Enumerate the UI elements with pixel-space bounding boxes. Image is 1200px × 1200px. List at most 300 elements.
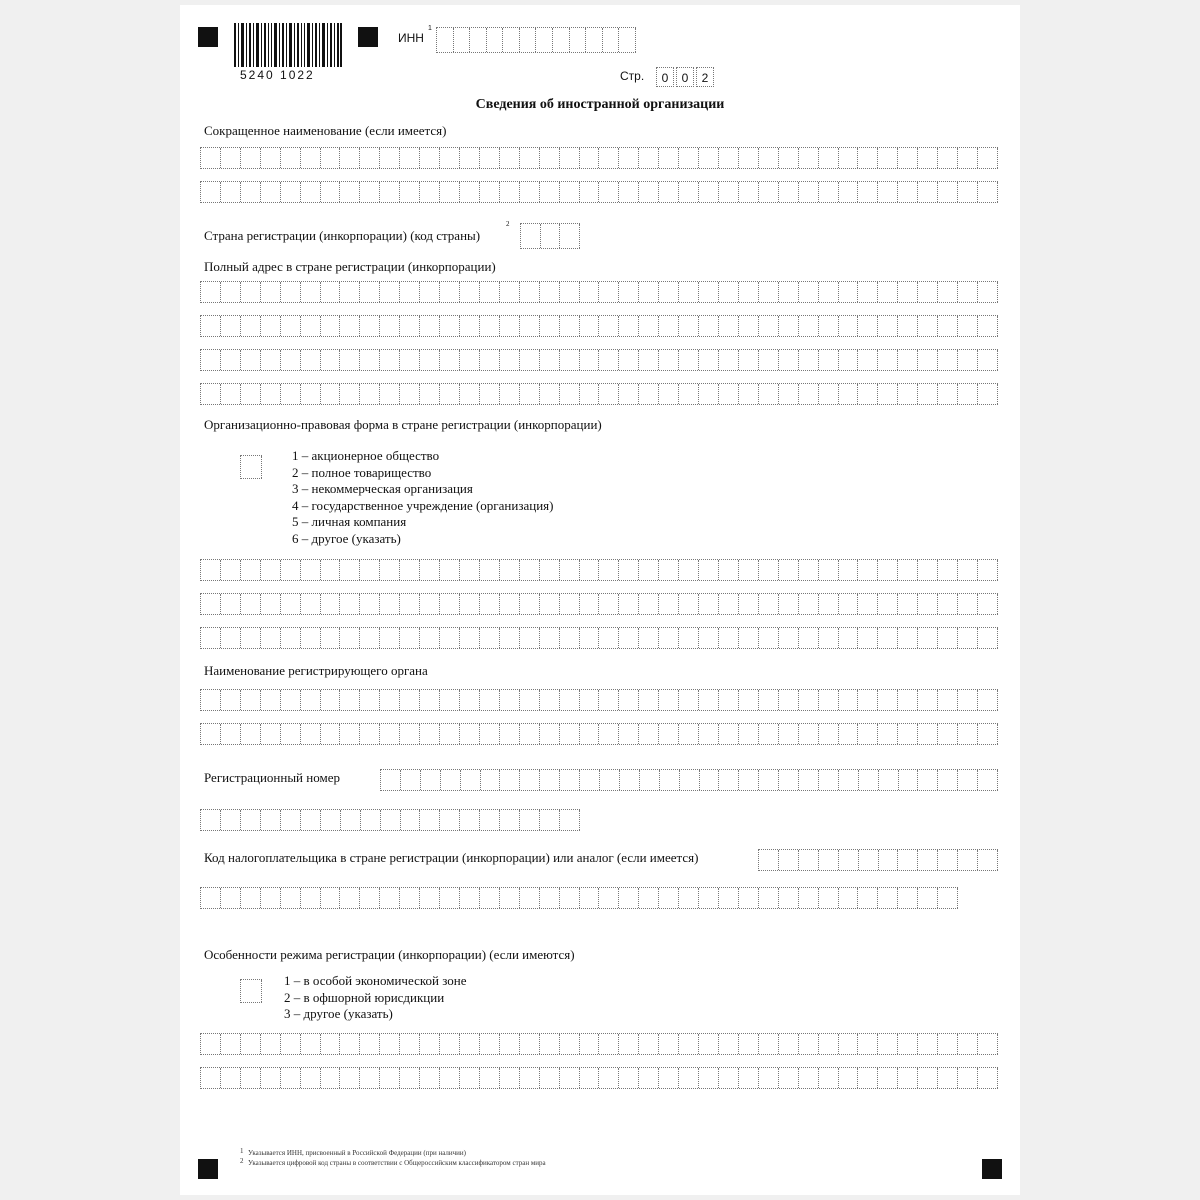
char-cell[interactable] <box>918 148 938 168</box>
char-cell[interactable] <box>301 182 321 202</box>
char-cell[interactable] <box>898 690 918 710</box>
char-cell[interactable] <box>679 724 699 744</box>
reg-number-input-row-2[interactable] <box>200 809 580 831</box>
char-cell[interactable] <box>340 1034 360 1054</box>
char-cell[interactable] <box>460 350 480 370</box>
char-cell[interactable] <box>799 850 819 870</box>
char-cell[interactable] <box>221 724 241 744</box>
char-cell[interactable] <box>898 282 918 302</box>
char-cell[interactable] <box>918 282 938 302</box>
char-cell[interactable] <box>241 690 261 710</box>
char-cell[interactable] <box>599 350 619 370</box>
char-cell[interactable] <box>460 690 480 710</box>
char-cell[interactable] <box>839 384 859 404</box>
char-cell[interactable] <box>500 690 520 710</box>
char-cell[interactable] <box>201 282 221 302</box>
char-cell[interactable] <box>799 690 819 710</box>
char-cell[interactable] <box>380 594 400 614</box>
char-cell[interactable] <box>580 182 600 202</box>
char-cell[interactable] <box>221 350 241 370</box>
char-cell[interactable] <box>460 282 480 302</box>
char-cell[interactable] <box>301 384 321 404</box>
char-cell[interactable] <box>679 594 699 614</box>
char-cell[interactable] <box>839 888 859 908</box>
char-cell[interactable] <box>879 850 899 870</box>
char-cell[interactable] <box>460 724 480 744</box>
char-cell[interactable] <box>639 148 659 168</box>
char-cell[interactable] <box>779 182 799 202</box>
char-cell[interactable] <box>978 724 998 744</box>
char-cell[interactable] <box>619 594 639 614</box>
char-cell[interactable] <box>540 182 560 202</box>
char-cell[interactable] <box>898 1034 918 1054</box>
char-cell[interactable] <box>819 690 839 710</box>
char-cell[interactable] <box>340 724 360 744</box>
char-cell[interactable] <box>201 1068 221 1088</box>
char-cell[interactable] <box>759 282 779 302</box>
char-cell[interactable] <box>858 1034 878 1054</box>
char-cell[interactable] <box>480 810 500 830</box>
char-cell[interactable] <box>340 560 360 580</box>
char-cell[interactable] <box>420 148 440 168</box>
char-cell[interactable] <box>301 282 321 302</box>
char-cell[interactable] <box>321 594 341 614</box>
char-cell[interactable] <box>570 28 587 52</box>
char-cell[interactable] <box>739 1034 759 1054</box>
char-cell[interactable] <box>779 690 799 710</box>
char-cell[interactable] <box>221 560 241 580</box>
char-cell[interactable] <box>580 350 600 370</box>
char-cell[interactable] <box>699 628 719 648</box>
char-cell[interactable] <box>739 384 759 404</box>
char-cell[interactable] <box>799 350 819 370</box>
char-cell[interactable] <box>520 1034 540 1054</box>
char-cell[interactable] <box>699 350 719 370</box>
char-cell[interactable] <box>540 1068 560 1088</box>
char-cell[interactable] <box>400 724 420 744</box>
char-cell[interactable] <box>679 560 699 580</box>
char-cell[interactable] <box>360 384 380 404</box>
regime-code-input[interactable] <box>240 979 262 1003</box>
char-cell[interactable] <box>480 690 500 710</box>
country-code-input[interactable] <box>520 223 580 249</box>
char-cell[interactable] <box>221 1068 241 1088</box>
char-cell[interactable] <box>500 1034 520 1054</box>
char-cell[interactable] <box>380 350 400 370</box>
char-cell[interactable] <box>580 724 600 744</box>
char-cell[interactable] <box>360 724 380 744</box>
char-cell[interactable] <box>380 888 400 908</box>
char-cell[interactable] <box>580 560 600 580</box>
char-cell[interactable] <box>918 560 938 580</box>
char-cell[interactable] <box>560 224 580 248</box>
char-cell[interactable] <box>440 282 460 302</box>
char-cell[interactable] <box>460 628 480 648</box>
char-cell[interactable] <box>241 456 262 478</box>
char-cell[interactable] <box>878 594 898 614</box>
char-cell[interactable] <box>799 1068 819 1088</box>
char-cell[interactable] <box>639 384 659 404</box>
char-cell[interactable] <box>460 1034 480 1054</box>
char-cell[interactable] <box>221 810 241 830</box>
char-cell[interactable] <box>460 1068 480 1088</box>
char-cell[interactable] <box>440 690 460 710</box>
char-cell[interactable] <box>898 384 918 404</box>
char-cell[interactable] <box>500 282 520 302</box>
char-cell[interactable] <box>619 148 639 168</box>
char-cell[interactable] <box>878 560 898 580</box>
char-cell[interactable] <box>739 594 759 614</box>
char-cell[interactable] <box>241 282 261 302</box>
char-cell[interactable] <box>779 148 799 168</box>
char-cell[interactable] <box>599 384 619 404</box>
char-cell[interactable] <box>699 888 719 908</box>
short-name-input-row-1[interactable] <box>200 147 998 169</box>
char-cell[interactable] <box>599 690 619 710</box>
char-cell[interactable] <box>898 850 918 870</box>
char-cell[interactable] <box>281 690 301 710</box>
char-cell[interactable] <box>938 560 958 580</box>
char-cell[interactable] <box>500 350 520 370</box>
char-cell[interactable] <box>580 888 600 908</box>
char-cell[interactable] <box>958 628 978 648</box>
char-cell[interactable] <box>599 1068 619 1088</box>
char-cell[interactable] <box>918 850 938 870</box>
char-cell[interactable] <box>500 182 520 202</box>
char-cell[interactable] <box>759 148 779 168</box>
char-cell[interactable] <box>739 182 759 202</box>
char-cell[interactable] <box>360 594 380 614</box>
char-cell[interactable] <box>600 770 620 790</box>
char-cell[interactable] <box>301 560 321 580</box>
char-cell[interactable] <box>420 690 440 710</box>
char-cell[interactable] <box>799 628 819 648</box>
char-cell[interactable] <box>321 316 341 336</box>
char-cell[interactable] <box>839 594 859 614</box>
char-cell[interactable] <box>918 888 938 908</box>
char-cell[interactable] <box>938 384 958 404</box>
char-cell[interactable] <box>500 148 520 168</box>
char-cell[interactable] <box>440 1068 460 1088</box>
char-cell[interactable] <box>321 888 341 908</box>
char-cell[interactable] <box>281 350 301 370</box>
char-cell[interactable] <box>560 350 580 370</box>
char-cell[interactable] <box>400 594 420 614</box>
char-cell[interactable] <box>201 350 221 370</box>
char-cell[interactable] <box>420 594 440 614</box>
address-input-row-4[interactable] <box>200 383 998 405</box>
char-cell[interactable] <box>441 770 461 790</box>
char-cell[interactable] <box>241 1068 261 1088</box>
char-cell[interactable] <box>619 690 639 710</box>
char-cell[interactable] <box>978 316 998 336</box>
char-cell[interactable] <box>301 1068 321 1088</box>
char-cell[interactable] <box>560 770 580 790</box>
char-cell[interactable] <box>560 810 580 830</box>
char-cell[interactable] <box>440 594 460 614</box>
char-cell[interactable] <box>321 1068 341 1088</box>
char-cell[interactable] <box>639 560 659 580</box>
char-cell[interactable] <box>500 384 520 404</box>
char-cell[interactable] <box>938 690 958 710</box>
char-cell[interactable] <box>440 1034 460 1054</box>
char-cell[interactable] <box>460 810 480 830</box>
char-cell[interactable] <box>480 1034 500 1054</box>
char-cell[interactable] <box>819 560 839 580</box>
char-cell[interactable] <box>779 1068 799 1088</box>
char-cell[interactable] <box>679 350 699 370</box>
char-cell[interactable] <box>560 282 580 302</box>
char-cell[interactable] <box>301 350 321 370</box>
char-cell[interactable] <box>878 316 898 336</box>
char-cell[interactable] <box>401 770 421 790</box>
char-cell[interactable] <box>659 1068 679 1088</box>
char-cell[interactable] <box>719 316 739 336</box>
inn-input[interactable] <box>436 27 636 53</box>
char-cell[interactable] <box>360 350 380 370</box>
char-cell[interactable] <box>440 560 460 580</box>
char-cell[interactable] <box>241 810 261 830</box>
char-cell[interactable] <box>241 1034 261 1054</box>
char-cell[interactable] <box>938 888 958 908</box>
char-cell[interactable] <box>719 690 739 710</box>
char-cell[interactable] <box>799 724 819 744</box>
char-cell[interactable] <box>839 724 859 744</box>
char-cell[interactable] <box>619 1068 639 1088</box>
char-cell[interactable] <box>437 28 454 52</box>
char-cell[interactable] <box>520 182 540 202</box>
char-cell[interactable] <box>221 594 241 614</box>
char-cell[interactable] <box>520 384 540 404</box>
char-cell[interactable] <box>560 888 580 908</box>
char-cell[interactable] <box>958 148 978 168</box>
char-cell[interactable] <box>659 1034 679 1054</box>
char-cell[interactable] <box>779 594 799 614</box>
char-cell[interactable] <box>859 770 879 790</box>
char-cell[interactable] <box>340 282 360 302</box>
char-cell[interactable] <box>420 282 440 302</box>
char-cell[interactable] <box>878 724 898 744</box>
char-cell[interactable] <box>580 384 600 404</box>
char-cell[interactable] <box>201 316 221 336</box>
char-cell[interactable] <box>261 1034 281 1054</box>
char-cell[interactable] <box>380 1068 400 1088</box>
char-cell[interactable] <box>898 316 918 336</box>
char-cell[interactable] <box>978 594 998 614</box>
char-cell[interactable] <box>619 628 639 648</box>
char-cell[interactable] <box>500 810 520 830</box>
char-cell[interactable] <box>480 282 500 302</box>
char-cell[interactable] <box>639 690 659 710</box>
char-cell[interactable] <box>719 628 739 648</box>
char-cell[interactable] <box>420 1068 440 1088</box>
char-cell[interactable] <box>340 350 360 370</box>
char-cell[interactable] <box>503 28 520 52</box>
char-cell[interactable] <box>759 888 779 908</box>
char-cell[interactable] <box>281 810 301 830</box>
char-cell[interactable] <box>454 28 471 52</box>
char-cell[interactable] <box>281 724 301 744</box>
char-cell[interactable] <box>619 560 639 580</box>
char-cell[interactable] <box>321 350 341 370</box>
char-cell[interactable] <box>639 594 659 614</box>
char-cell[interactable] <box>580 594 600 614</box>
char-cell[interactable] <box>839 628 859 648</box>
char-cell[interactable] <box>898 888 918 908</box>
char-cell[interactable] <box>480 316 500 336</box>
char-cell[interactable] <box>799 384 819 404</box>
char-cell[interactable] <box>340 594 360 614</box>
char-cell[interactable] <box>938 1034 958 1054</box>
char-cell[interactable] <box>341 810 361 830</box>
char-cell[interactable] <box>660 770 680 790</box>
char-cell[interactable] <box>938 148 958 168</box>
char-cell[interactable] <box>380 724 400 744</box>
char-cell[interactable] <box>500 628 520 648</box>
char-cell[interactable] <box>619 182 639 202</box>
char-cell[interactable] <box>540 810 560 830</box>
char-cell[interactable] <box>799 316 819 336</box>
char-cell[interactable] <box>599 888 619 908</box>
char-cell[interactable] <box>340 628 360 648</box>
char-cell[interactable] <box>599 724 619 744</box>
char-cell[interactable] <box>301 690 321 710</box>
char-cell[interactable] <box>340 1068 360 1088</box>
char-cell[interactable] <box>520 810 540 830</box>
char-cell[interactable] <box>779 560 799 580</box>
char-cell[interactable] <box>739 316 759 336</box>
char-cell[interactable] <box>261 594 281 614</box>
char-cell[interactable] <box>739 888 759 908</box>
char-cell[interactable] <box>580 628 600 648</box>
char-cell[interactable] <box>261 724 281 744</box>
char-cell[interactable] <box>241 560 261 580</box>
char-cell[interactable] <box>659 182 679 202</box>
char-cell[interactable] <box>739 628 759 648</box>
legal-form-other-input-row-1[interactable] <box>200 559 998 581</box>
char-cell[interactable] <box>799 148 819 168</box>
char-cell[interactable] <box>520 594 540 614</box>
char-cell[interactable] <box>400 148 420 168</box>
char-cell[interactable] <box>958 594 978 614</box>
char-cell[interactable] <box>899 770 919 790</box>
char-cell[interactable] <box>858 628 878 648</box>
char-cell[interactable] <box>580 148 600 168</box>
char-cell[interactable] <box>553 28 570 52</box>
char-cell[interactable] <box>938 770 958 790</box>
char-cell[interactable] <box>440 384 460 404</box>
char-cell[interactable] <box>639 182 659 202</box>
address-input-row-3[interactable] <box>200 349 998 371</box>
char-cell[interactable] <box>938 850 958 870</box>
char-cell[interactable] <box>460 594 480 614</box>
char-cell[interactable] <box>819 888 839 908</box>
char-cell[interactable] <box>603 28 620 52</box>
char-cell[interactable] <box>440 182 460 202</box>
char-cell[interactable] <box>480 350 500 370</box>
char-cell[interactable] <box>620 770 640 790</box>
char-cell[interactable] <box>659 560 679 580</box>
char-cell[interactable] <box>599 1034 619 1054</box>
registering-body-input-row-1[interactable] <box>200 689 998 711</box>
char-cell[interactable] <box>420 384 440 404</box>
char-cell[interactable] <box>898 594 918 614</box>
char-cell[interactable] <box>540 384 560 404</box>
char-cell[interactable] <box>759 316 779 336</box>
char-cell[interactable] <box>619 724 639 744</box>
char-cell[interactable] <box>281 282 301 302</box>
char-cell[interactable] <box>440 316 460 336</box>
char-cell[interactable] <box>360 1068 380 1088</box>
char-cell[interactable] <box>261 282 281 302</box>
char-cell[interactable] <box>301 724 321 744</box>
char-cell[interactable] <box>540 724 560 744</box>
char-cell[interactable] <box>699 1068 719 1088</box>
char-cell[interactable] <box>440 888 460 908</box>
char-cell[interactable] <box>480 724 500 744</box>
char-cell[interactable] <box>619 888 639 908</box>
char-cell[interactable] <box>739 770 759 790</box>
char-cell[interactable] <box>659 724 679 744</box>
char-cell[interactable] <box>321 560 341 580</box>
char-cell[interactable] <box>699 724 719 744</box>
char-cell[interactable] <box>699 282 719 302</box>
char-cell[interactable] <box>400 628 420 648</box>
char-cell[interactable] <box>540 888 560 908</box>
char-cell[interactable] <box>639 282 659 302</box>
char-cell[interactable] <box>719 1034 739 1054</box>
char-cell[interactable] <box>719 350 739 370</box>
char-cell[interactable] <box>241 980 262 1002</box>
char-cell[interactable] <box>261 350 281 370</box>
char-cell[interactable] <box>520 770 540 790</box>
char-cell[interactable] <box>958 182 978 202</box>
char-cell[interactable] <box>898 1068 918 1088</box>
char-cell[interactable] <box>819 350 839 370</box>
char-cell[interactable] <box>401 810 421 830</box>
char-cell[interactable] <box>470 28 487 52</box>
char-cell[interactable] <box>480 148 500 168</box>
char-cell[interactable] <box>400 560 420 580</box>
char-cell[interactable] <box>839 148 859 168</box>
char-cell[interactable] <box>281 1034 301 1054</box>
char-cell[interactable] <box>540 148 560 168</box>
char-cell[interactable] <box>799 1034 819 1054</box>
char-cell[interactable] <box>639 628 659 648</box>
char-cell[interactable] <box>839 770 859 790</box>
char-cell[interactable] <box>659 628 679 648</box>
char-cell[interactable] <box>380 690 400 710</box>
char-cell[interactable] <box>580 770 600 790</box>
char-cell[interactable] <box>360 560 380 580</box>
char-cell[interactable] <box>420 560 440 580</box>
char-cell[interactable] <box>819 724 839 744</box>
char-cell[interactable] <box>360 628 380 648</box>
char-cell[interactable] <box>540 594 560 614</box>
char-cell[interactable] <box>560 1034 580 1054</box>
char-cell[interactable] <box>261 1068 281 1088</box>
char-cell[interactable] <box>521 224 541 248</box>
char-cell[interactable] <box>580 1034 600 1054</box>
char-cell[interactable] <box>540 282 560 302</box>
char-cell[interactable] <box>540 690 560 710</box>
char-cell[interactable] <box>739 148 759 168</box>
char-cell[interactable] <box>380 316 400 336</box>
char-cell[interactable] <box>659 282 679 302</box>
char-cell[interactable] <box>360 888 380 908</box>
char-cell[interactable] <box>699 316 719 336</box>
char-cell[interactable] <box>679 628 699 648</box>
